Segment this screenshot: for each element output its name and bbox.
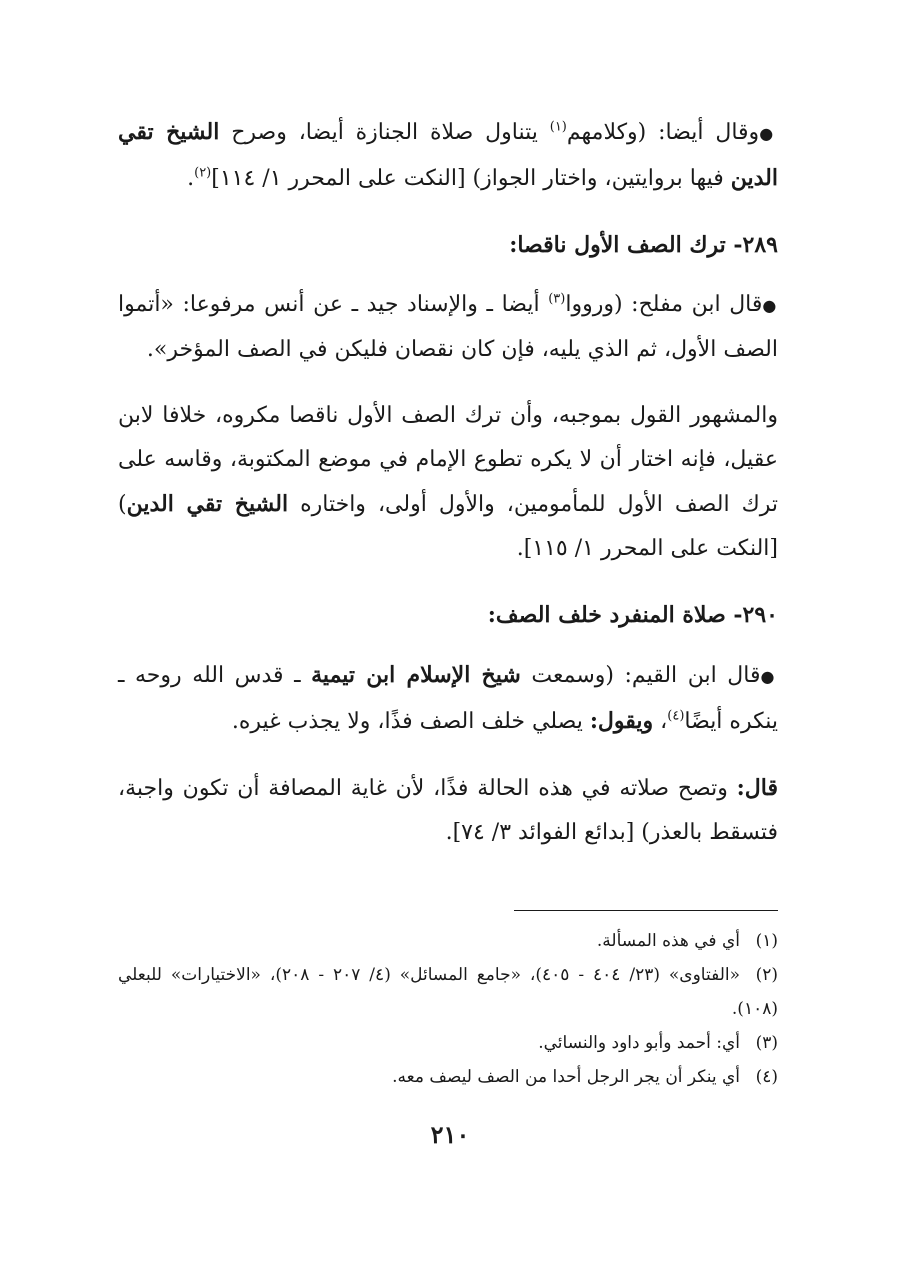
footnote-2 [118, 958, 778, 1026]
quote-a-tail: . [187, 166, 195, 191]
footnotes [118, 924, 778, 1094]
p290-2-text: وتصح صلاته في هذه الحالة فذًا، لأن غاية المصافة أن تكون واجبة، فتسقط بالعذر) [بدائع الفوائد ٣/ ٧٤]. [118, 776, 778, 845]
quote-a-intro: وقال أيضا: (وكلامهم [566, 120, 760, 145]
footnote-divider [514, 910, 778, 911]
p289-2-name: الشيخ تقي الدين [126, 491, 289, 517]
quote-a-name: الشيخ تقي الدين [118, 119, 778, 191]
paragraph-290-2 [118, 766, 778, 855]
p290-1-end: يصلي خلف الصف فذًا، ولا يجذب غيره. [231, 709, 590, 734]
p290-1-intro: قال ابن القيم: (وسمعت [520, 663, 761, 688]
p290-1-mid: ـ قدس الله روحه ـ ينكره أيضًا [118, 663, 778, 734]
footnote-text: «الفتاوى» (٢٣/ ٤٠٤ - ٤٠٥)، «جامع المسائل» (٤/ ٢٠٧ - ٢٠٨)، «الاختيارات» للبعلي (١٠٨). [118, 965, 778, 1019]
p290-1-sep: ، [653, 709, 668, 734]
paragraph-289-1 [118, 283, 778, 372]
p289-2-text: والمشهور القول بموجبه، وأن ترك الصف الأول ناقصا مكروه، خلافا لابن عقيل، فإنه اختار أن لا يكره تطوع الإمام في موضع المكتوبة، وقاسه على ترك الصف الأول للمأمومين، والأول أولى، واختاره [118, 403, 778, 517]
footnote-number: (٢) [755, 965, 779, 985]
footnote-number: (٤) [755, 1067, 778, 1087]
p290-2-label: قال: [736, 775, 778, 801]
section-heading-290: ٢٩٠- صلاة المنفرد خلف الصف: [487, 602, 778, 628]
footnote-3 [118, 1026, 778, 1060]
quote-a-mid: يتناول صلاة الجنازة أيضا، وصرح [219, 120, 550, 145]
paragraph-quote-a [118, 110, 778, 201]
page-body [118, 110, 778, 867]
footnote-text: أي في هذه المسألة. [596, 931, 740, 951]
paragraph-290-1 [118, 653, 778, 744]
page-number: ٢١٠ [430, 1120, 470, 1149]
footnote-number: (٣) [755, 1033, 778, 1053]
footnote-ref-4: (٤) [667, 708, 685, 724]
footnote-ref-1: (١) [549, 119, 567, 135]
quote-a-end: فيها بروايتين، واختار الجواز) [النكت على المحرر ١/ ١١٤] [211, 166, 731, 191]
footnote-text: أي ينكر أن يجر الرجل أحدا من الصف ليصف معه. [392, 1067, 740, 1087]
bullet-icon: ● [759, 124, 778, 143]
bullet-icon: ● [760, 667, 778, 686]
p289-1-intro: قال ابن مفلح: (ورووا [565, 292, 763, 317]
p290-1-says: ويقول: [589, 708, 654, 734]
footnote-number: (١) [755, 931, 778, 951]
p290-1-name: شيخ الإسلام ابن تيمية [311, 662, 521, 688]
footnote-text: أي: أحمد وأبو داود والنسائي. [538, 1033, 740, 1053]
section-heading-289: ٢٨٩- ترك الصف الأول ناقصا: [509, 232, 778, 258]
footnote-ref-2: (٢) [194, 165, 212, 181]
paragraph-289-2 [118, 394, 778, 571]
p289-2-end: ) [النكت على المحرر ١/ ١١٥]. [118, 492, 778, 561]
bullet-icon: ● [762, 296, 778, 315]
p289-1-rest: أيضا ـ والإسناد جيد ـ عن أنس مرفوعا: «أتموا الصف الأول، ثم الذي يليه، فإن كان نقصان فليكن في الصف المؤخر». [118, 292, 778, 362]
footnote-4 [118, 1060, 778, 1094]
footnote-ref-3: (٣) [548, 291, 566, 307]
footnote-1 [118, 924, 778, 958]
